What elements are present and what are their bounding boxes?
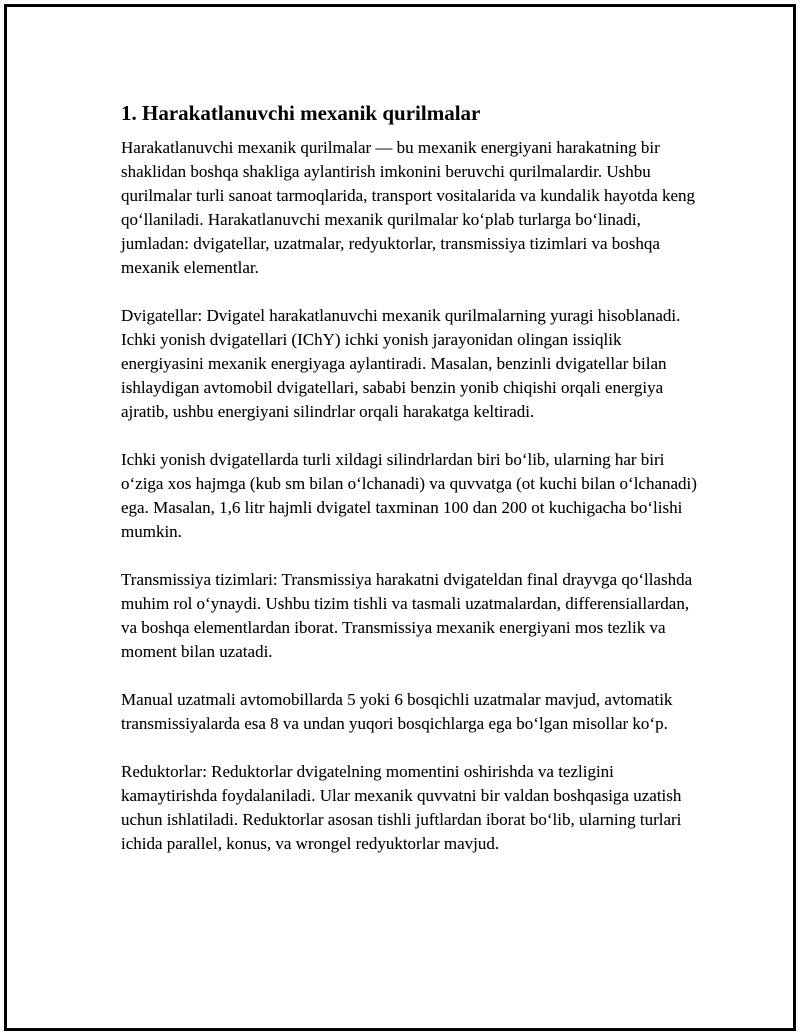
paragraph-transmission: Transmissiya tizimlari: Transmissiya harakatni dvigateldan final drayvga qo‘llashda muhim rol o‘ynaydi. Ushbu tizim tishli va tasmali uzatmalardan, differensiallardan, va boshqa elementlardan iborat. Transmissiya mexanik energiyani mos tezlik va moment bilan uzatadi. (121, 570, 693, 661)
paragraph-intro: Harakatlanuvchi mexanik qurilmalar — bu mexanik energiyani harakatning bir shaklidan boshqa shakliga aylantirish imkonini beruvchi qurilmalardir. Ushbu qurilmalar turli sanoat tarmoqlarida, transport vositalarida va kundalik hayotda keng qo‘llaniladi. Harakatlanuvchi mexanik qurilmalar ko‘plab turlarga bo‘linadi, jumladan: dvigatellar, uzatmalar, redyuktorlar, transmissiya tizimlari va boshqa mexanik elementlar. (121, 138, 696, 277)
paragraph-gearboxes: Manual uzatmali avtomobillarda 5 yoki 6 bosqichli uzatmalar mavjud, avtomatik transmissiyalarda esa 8 va undan yuqori bosqichlarga ega bo‘lgan misollar ko‘p. (121, 690, 673, 733)
paragraph-reducers: Reduktorlar: Reduktorlar dvigatelning momentini oshirishda va tezligini kamaytirishda foydalaniladi. Ular mexanik quvvatni bir valdan boshqasiga uzatish uchun ishlatiladi. Reduktorlar asosan tishli juftlardan iborat bo‘lib, ularning turlari ichida parallel, konus, va wrongel redyuktorlar mavjud. (121, 762, 682, 853)
document-body (121, 99, 701, 880)
document-page (4, 4, 796, 1031)
paragraph-engines: Dvigatellar: Dvigatel harakatlanuvchi mexanik qurilmalarning yuragi hisoblanadi. Ichki yonish dvigatellari (IChY) ichki yonish jarayonidan olingan issiqlik energiyasini mexanik energiyaga aylantiradi. Masalan, benzinli dvigatellar bilan ishlaydigan avtomobil dvigatellari, sababi benzin yonib chiqishi orqali energiya ajratib, ushbu energiyani silindrlar orqali harakatga keltiradi. (121, 306, 681, 421)
section-heading: 1. Harakatlanuvchi mexanik qurilmalar (121, 101, 481, 125)
paragraph-cylinders: Ichki yonish dvigatellarda turli xildagi silindrlardan biri bo‘lib, ularning har biri o‘ziga xos hajmga (kub sm bilan o‘lchanadi) va quvvatga (ot kuchi bilan o‘lchanadi) ega. Masalan, 1,6 litr hajmli dvigatel taxminan 100 dan 200 ot kuchigacha bo‘lishi mumkin. (121, 450, 697, 541)
